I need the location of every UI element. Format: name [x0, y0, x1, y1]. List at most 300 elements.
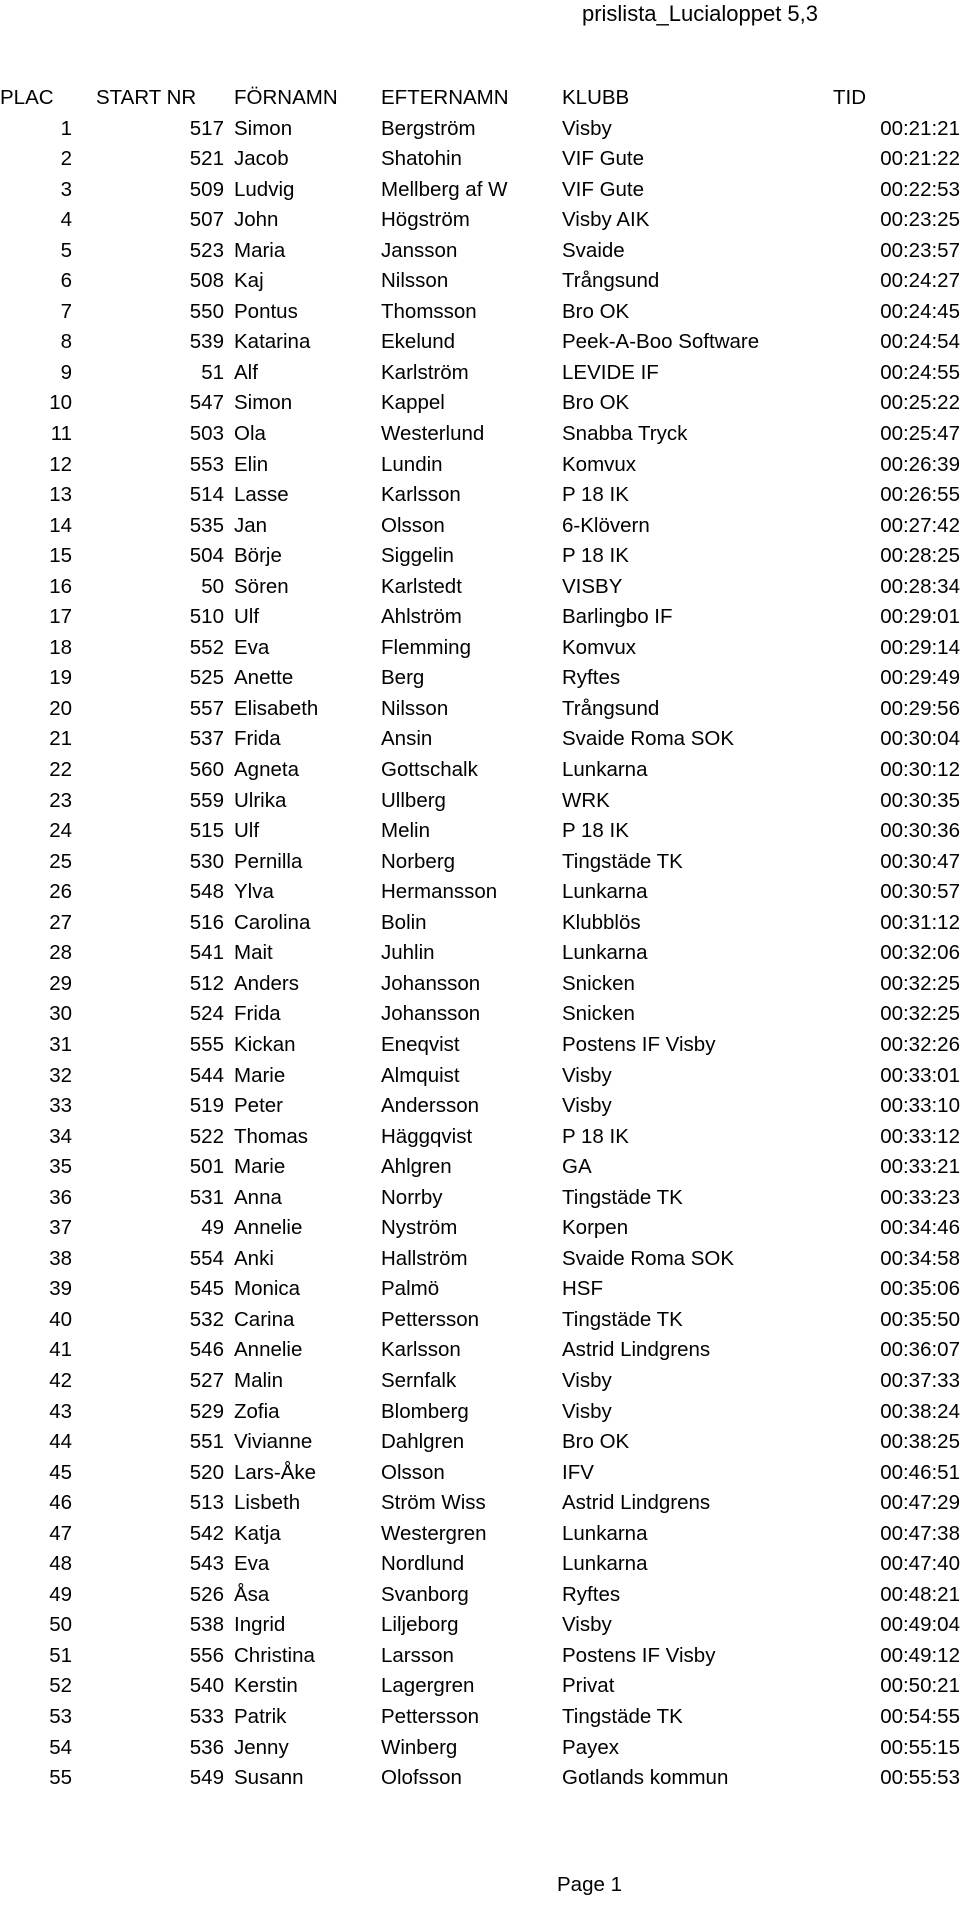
- cell-tid: 00:37:33: [880, 1368, 960, 1392]
- table-row: [0, 663, 960, 694]
- cell-efternamn: Pettersson: [381, 1704, 479, 1728]
- cell-plac: 23: [49, 788, 72, 812]
- cell-klubb: Snicken: [562, 971, 635, 995]
- cell-efternamn: Olofsson: [381, 1766, 462, 1790]
- cell-klubb: Korpen: [562, 1216, 629, 1240]
- cell-plac: 12: [49, 452, 72, 476]
- page-number: Page 1: [557, 1873, 622, 1896]
- table-row: [0, 1549, 960, 1580]
- cell-plac: 37: [49, 1216, 72, 1240]
- table-row: [0, 1488, 960, 1519]
- cell-tid: 00:34:46: [880, 1216, 960, 1240]
- cell-efternamn: Norberg: [381, 849, 456, 873]
- cell-efternamn: Ström Wiss: [381, 1491, 486, 1515]
- table-row: [0, 1061, 960, 1092]
- cell-klubb: Postens IF Visby: [562, 1643, 716, 1667]
- cell-efternamn: Andersson: [381, 1094, 480, 1118]
- cell-plac: 48: [49, 1552, 72, 1576]
- cell-klubb: LEVIDE IF: [562, 360, 659, 384]
- cell-start-nr: 550: [189, 299, 224, 323]
- cell-fornamn: Ulf: [234, 605, 260, 629]
- cell-efternamn: Berg: [381, 666, 425, 690]
- cell-plac: 21: [49, 727, 72, 751]
- cell-start-nr: 543: [189, 1552, 224, 1576]
- cell-plac: 53: [49, 1704, 72, 1728]
- cell-start-nr: 549: [189, 1766, 224, 1790]
- cell-efternamn: Kappel: [381, 391, 445, 415]
- cell-klubb: VISBY: [562, 574, 623, 598]
- cell-klubb: Lunkarna: [562, 941, 648, 965]
- cell-klubb: GA: [562, 1155, 592, 1179]
- cell-fornamn: Katja: [234, 1521, 281, 1545]
- cell-efternamn: Häggqvist: [381, 1124, 473, 1148]
- cell-plac: 42: [49, 1368, 72, 1392]
- cell-tid: 00:24:55: [880, 360, 960, 384]
- cell-plac: 33: [49, 1094, 72, 1118]
- cell-plac: 44: [49, 1430, 72, 1454]
- cell-start-nr: 535: [189, 513, 224, 537]
- cell-tid: 00:54:55: [880, 1704, 960, 1728]
- cell-start-nr: 526: [189, 1582, 224, 1606]
- cell-start-nr: 540: [189, 1674, 224, 1698]
- table-row: [0, 694, 960, 725]
- cell-efternamn: Hallström: [381, 1246, 468, 1270]
- cell-efternamn: Lundin: [381, 452, 443, 476]
- cell-start-nr: 557: [189, 696, 224, 720]
- cell-plac: 24: [49, 819, 72, 843]
- cell-klubb: Ryftes: [562, 1582, 621, 1606]
- cell-fornamn: Monica: [234, 1277, 301, 1301]
- cell-fornamn: Eva: [234, 635, 270, 659]
- cell-tid: 00:28:25: [880, 544, 960, 568]
- cell-plac: 52: [49, 1674, 72, 1698]
- cell-fornamn: Ola: [234, 422, 266, 446]
- cell-plac: 1: [60, 116, 72, 140]
- cell-tid: 00:25:47: [880, 422, 960, 446]
- table-row: [0, 541, 960, 572]
- table-row: [0, 1397, 960, 1428]
- cell-klubb: IFV: [562, 1460, 594, 1484]
- cell-start-nr: 503: [189, 422, 224, 446]
- cell-efternamn: Almquist: [381, 1063, 460, 1087]
- cell-efternamn: Eneqvist: [381, 1032, 460, 1056]
- table-header-row: [0, 83, 960, 114]
- cell-klubb: Visby AIK: [562, 208, 650, 232]
- cell-klubb: Astrid Lindgrens: [562, 1491, 711, 1515]
- cell-fornamn: Pernilla: [234, 849, 303, 873]
- cell-start-nr: 554: [189, 1246, 224, 1270]
- table-row: [0, 1641, 960, 1672]
- table-row: [0, 786, 960, 817]
- cell-fornamn: Ludvig: [234, 177, 295, 201]
- cell-start-nr: 537: [189, 727, 224, 751]
- cell-tid: 00:31:12: [880, 910, 960, 934]
- cell-klubb: Postens IF Visby: [562, 1032, 716, 1056]
- table-row: [0, 877, 960, 908]
- cell-tid: 00:30:57: [880, 880, 960, 904]
- cell-start-nr: 536: [189, 1735, 224, 1759]
- cell-plac: 43: [49, 1399, 72, 1423]
- cell-start-nr: 501: [189, 1155, 224, 1179]
- cell-tid: 00:24:27: [880, 269, 960, 293]
- cell-fornamn: Eva: [234, 1552, 270, 1576]
- cell-efternamn: Mellberg af W: [381, 177, 508, 201]
- document-title: prislista_Lucialoppet 5,3: [581, 1, 819, 26]
- cell-plac: 3: [60, 177, 72, 201]
- cell-efternamn: Juhlin: [381, 941, 435, 965]
- table-row: [0, 1213, 960, 1244]
- cell-tid: 00:24:45: [880, 299, 960, 323]
- cell-klubb: Svaide: [562, 238, 625, 262]
- cell-efternamn: Norrby: [381, 1185, 443, 1209]
- cell-tid: 00:32:25: [880, 1002, 960, 1026]
- cell-tid: 00:36:07: [880, 1338, 960, 1362]
- header-tid: TID: [833, 86, 867, 109]
- table-row: [0, 1183, 960, 1214]
- cell-fornamn: Mait: [234, 941, 273, 965]
- cell-plac: 40: [49, 1307, 72, 1331]
- table-row: [0, 1763, 960, 1794]
- cell-fornamn: Ylva: [234, 880, 274, 904]
- cell-plac: 7: [60, 299, 72, 323]
- cell-start-nr: 520: [189, 1460, 224, 1484]
- cell-efternamn: Karlsson: [381, 1338, 461, 1362]
- cell-klubb: Trångsund: [562, 696, 660, 720]
- cell-fornamn: Lisbeth: [234, 1491, 301, 1515]
- cell-efternamn: Westerlund: [381, 422, 485, 446]
- cell-fornamn: Agneta: [234, 758, 299, 782]
- cell-plac: 45: [49, 1460, 72, 1484]
- cell-efternamn: Liljeborg: [381, 1613, 459, 1637]
- cell-efternamn: Johansson: [381, 971, 481, 995]
- cell-start-nr: 510: [189, 605, 224, 629]
- cell-klubb: P 18 IK: [562, 483, 629, 507]
- cell-plac: 36: [49, 1185, 72, 1209]
- cell-fornamn: Thomas: [234, 1124, 309, 1148]
- cell-tid: 00:49:12: [880, 1643, 960, 1667]
- cell-tid: 00:27:42: [880, 513, 960, 537]
- cell-plac: 14: [49, 513, 72, 537]
- cell-tid: 00:23:25: [880, 208, 960, 232]
- cell-plac: 26: [49, 880, 72, 904]
- cell-plac: 31: [49, 1032, 72, 1056]
- cell-tid: 00:33:12: [880, 1124, 960, 1148]
- cell-klubb: Svaide Roma SOK: [562, 1246, 735, 1270]
- cell-fornamn: Annelie: [234, 1338, 303, 1362]
- cell-start-nr: 523: [189, 238, 224, 262]
- cell-efternamn: Melin: [381, 819, 430, 843]
- cell-fornamn: Anna: [234, 1185, 282, 1209]
- cell-fornamn: Katarina: [234, 330, 311, 354]
- cell-start-nr: 51: [201, 360, 224, 384]
- cell-efternamn: Thomsson: [381, 299, 477, 323]
- cell-plac: 5: [60, 238, 72, 262]
- cell-klubb: Barlingbo IF: [562, 605, 673, 629]
- table-row: [0, 1733, 960, 1764]
- cell-tid: 00:48:21: [880, 1582, 960, 1606]
- cell-start-nr: 515: [189, 819, 224, 843]
- table-row: [0, 1519, 960, 1550]
- cell-fornamn: Börje: [234, 544, 282, 568]
- cell-start-nr: 559: [189, 788, 224, 812]
- cell-fornamn: Frida: [234, 1002, 281, 1026]
- table-row: [0, 1274, 960, 1305]
- cell-klubb: Tingstäde TK: [562, 1704, 683, 1728]
- cell-start-nr: 522: [189, 1124, 224, 1148]
- cell-efternamn: Flemming: [381, 635, 471, 659]
- cell-efternamn: Jansson: [381, 238, 458, 262]
- cell-start-nr: 509: [189, 177, 224, 201]
- cell-klubb: Peek-A-Boo Software: [562, 330, 760, 354]
- cell-start-nr: 532: [189, 1307, 224, 1331]
- cell-fornamn: Maria: [234, 238, 286, 262]
- cell-efternamn: Svanborg: [381, 1582, 469, 1606]
- table-row: [0, 602, 960, 633]
- header-plac: PLAC: [0, 86, 54, 109]
- cell-fornamn: Ingrid: [234, 1613, 286, 1637]
- table-row: [0, 1091, 960, 1122]
- cell-start-nr: 504: [189, 544, 224, 568]
- cell-tid: 00:30:36: [880, 819, 960, 843]
- table-row: [0, 511, 960, 542]
- cell-fornamn: Elin: [234, 452, 269, 476]
- table-row: [0, 1366, 960, 1397]
- cell-klubb: Ryftes: [562, 666, 621, 690]
- cell-efternamn: Larsson: [381, 1643, 454, 1667]
- cell-plac: 22: [49, 758, 72, 782]
- cell-start-nr: 553: [189, 452, 224, 476]
- cell-plac: 32: [49, 1063, 72, 1087]
- cell-efternamn: Johansson: [381, 1002, 481, 1026]
- cell-fornamn: Christina: [234, 1643, 315, 1667]
- cell-plac: 4: [60, 208, 72, 232]
- cell-plac: 50: [49, 1613, 72, 1637]
- cell-klubb: Bro OK: [562, 391, 630, 415]
- cell-efternamn: Bergström: [381, 116, 476, 140]
- cell-tid: 00:21:21: [880, 116, 960, 140]
- table-row: [0, 297, 960, 328]
- table-row: [0, 205, 960, 236]
- table-row: [0, 847, 960, 878]
- cell-tid: 00:26:55: [880, 483, 960, 507]
- cell-plac: 39: [49, 1277, 72, 1301]
- cell-efternamn: Nilsson: [381, 269, 449, 293]
- cell-tid: 00:25:22: [880, 391, 960, 415]
- cell-start-nr: 513: [189, 1491, 224, 1515]
- cell-efternamn: Westergren: [381, 1521, 487, 1545]
- table-row: [0, 938, 960, 969]
- cell-tid: 00:29:56: [880, 696, 960, 720]
- cell-plac: 6: [60, 269, 72, 293]
- cell-plac: 15: [49, 544, 72, 568]
- cell-tid: 00:47:38: [880, 1521, 960, 1545]
- cell-tid: 00:47:29: [880, 1491, 960, 1515]
- cell-start-nr: 545: [189, 1277, 224, 1301]
- cell-tid: 00:50:21: [880, 1674, 960, 1698]
- cell-start-nr: 519: [189, 1094, 224, 1118]
- cell-plac: 29: [49, 971, 72, 995]
- cell-klubb: Lunkarna: [562, 1521, 648, 1545]
- cell-plac: 35: [49, 1155, 72, 1179]
- cell-plac: 51: [49, 1643, 72, 1667]
- table-row: [0, 1458, 960, 1489]
- cell-klubb: Snicken: [562, 1002, 635, 1026]
- cell-efternamn: Sernfalk: [381, 1368, 457, 1392]
- cell-tid: 00:21:22: [880, 147, 960, 171]
- cell-fornamn: Carolina: [234, 910, 311, 934]
- cell-plac: 34: [49, 1124, 72, 1148]
- cell-plac: 41: [49, 1338, 72, 1362]
- cell-fornamn: Vivianne: [234, 1430, 313, 1454]
- cell-klubb: 6-Klövern: [562, 513, 650, 537]
- table-row: [0, 175, 960, 206]
- cell-fornamn: Annelie: [234, 1216, 303, 1240]
- cell-plac: 18: [49, 635, 72, 659]
- cell-start-nr: 516: [189, 910, 224, 934]
- cell-fornamn: Zofia: [234, 1399, 280, 1423]
- cell-start-nr: 527: [189, 1368, 224, 1392]
- cell-efternamn: Karlsson: [381, 483, 461, 507]
- cell-tid: 00:33:23: [880, 1185, 960, 1209]
- cell-start-nr: 542: [189, 1521, 224, 1545]
- cell-plac: 54: [49, 1735, 72, 1759]
- cell-plac: 49: [49, 1582, 72, 1606]
- cell-klubb: P 18 IK: [562, 544, 629, 568]
- cell-efternamn: Bolin: [381, 910, 427, 934]
- cell-start-nr: 544: [189, 1063, 224, 1087]
- cell-tid: 00:26:39: [880, 452, 960, 476]
- cell-klubb: Tingstäde TK: [562, 1307, 683, 1331]
- cell-efternamn: Shatohin: [381, 147, 462, 171]
- cell-klubb: Visby: [562, 1063, 612, 1087]
- table-row: [0, 327, 960, 358]
- cell-start-nr: 538: [189, 1613, 224, 1637]
- cell-efternamn: Ahlström: [381, 605, 462, 629]
- cell-fornamn: Åsa: [234, 1582, 270, 1606]
- cell-tid: 00:35:06: [880, 1277, 960, 1301]
- cell-plac: 25: [49, 849, 72, 873]
- cell-start-nr: 547: [189, 391, 224, 415]
- cell-efternamn: Lagergren: [381, 1674, 475, 1698]
- cell-klubb: Visby: [562, 116, 612, 140]
- cell-fornamn: Ulf: [234, 819, 260, 843]
- cell-klubb: Tingstäde TK: [562, 849, 683, 873]
- cell-klubb: Visby: [562, 1368, 612, 1392]
- cell-start-nr: 525: [189, 666, 224, 690]
- cell-efternamn: Pettersson: [381, 1307, 479, 1331]
- cell-fornamn: Anki: [234, 1246, 274, 1270]
- cell-efternamn: Karlstedt: [381, 574, 462, 598]
- table-row: [0, 1671, 960, 1702]
- cell-klubb: P 18 IK: [562, 819, 629, 843]
- cell-tid: 00:30:12: [880, 758, 960, 782]
- cell-start-nr: 49: [201, 1216, 224, 1240]
- cell-plac: 30: [49, 1002, 72, 1026]
- cell-fornamn: Marie: [234, 1155, 286, 1179]
- table-row: [0, 724, 960, 755]
- cell-klubb: Tingstäde TK: [562, 1185, 683, 1209]
- table-row: [0, 1030, 960, 1061]
- cell-tid: 00:33:21: [880, 1155, 960, 1179]
- cell-tid: 00:29:49: [880, 666, 960, 690]
- cell-plac: 11: [50, 422, 72, 446]
- header-fornamn: FÖRNAMN: [234, 86, 338, 109]
- cell-klubb: Astrid Lindgrens: [562, 1338, 711, 1362]
- cell-klubb: P 18 IK: [562, 1124, 629, 1148]
- cell-klubb: Komvux: [562, 635, 637, 659]
- header-efternamn: EFTERNAMN: [381, 86, 509, 109]
- cell-start-nr: 555: [189, 1032, 224, 1056]
- cell-efternamn: Palmö: [381, 1277, 440, 1301]
- cell-klubb: Payex: [562, 1735, 619, 1759]
- cell-klubb: Klubblös: [562, 910, 641, 934]
- cell-efternamn: Gottschalk: [381, 758, 478, 782]
- cell-klubb: Lunkarna: [562, 1552, 648, 1576]
- cell-plac: 27: [49, 910, 72, 934]
- cell-plac: 47: [49, 1521, 72, 1545]
- header-klubb: KLUBB: [562, 86, 630, 109]
- cell-start-nr: 530: [189, 849, 224, 873]
- cell-tid: 00:30:47: [880, 849, 960, 873]
- cell-fornamn: Lars-Åke: [234, 1460, 317, 1484]
- table-row: [0, 236, 960, 267]
- cell-start-nr: 517: [189, 116, 224, 140]
- cell-fornamn: Carina: [234, 1307, 295, 1331]
- table-row: [0, 816, 960, 847]
- cell-start-nr: 514: [189, 483, 224, 507]
- cell-start-nr: 539: [189, 330, 224, 354]
- cell-tid: 00:55:53: [880, 1766, 960, 1790]
- table-row: [0, 114, 960, 145]
- cell-start-nr: 560: [189, 758, 224, 782]
- cell-tid: 00:46:51: [880, 1460, 960, 1484]
- cell-fornamn: Sören: [234, 574, 289, 598]
- cell-fornamn: Elisabeth: [234, 696, 319, 720]
- table-row: [0, 999, 960, 1030]
- cell-fornamn: Ulrika: [234, 788, 287, 812]
- cell-tid: 00:29:14: [880, 635, 960, 659]
- cell-klubb: Bro OK: [562, 299, 630, 323]
- cell-klubb: Lunkarna: [562, 758, 648, 782]
- cell-start-nr: 521: [189, 147, 224, 171]
- cell-fornamn: Frida: [234, 727, 281, 751]
- cell-tid: 00:23:57: [880, 238, 960, 262]
- cell-start-nr: 546: [189, 1338, 224, 1362]
- table-row: [0, 1610, 960, 1641]
- cell-efternamn: Högström: [381, 208, 470, 232]
- cell-tid: 00:33:10: [880, 1094, 960, 1118]
- cell-fornamn: Pontus: [234, 299, 298, 323]
- cell-plac: 13: [49, 483, 72, 507]
- cell-tid: 00:38:24: [880, 1399, 960, 1423]
- cell-klubb: Lunkarna: [562, 880, 648, 904]
- table-row: [0, 572, 960, 603]
- cell-start-nr: 50: [201, 574, 224, 598]
- cell-klubb: Privat: [562, 1674, 615, 1698]
- cell-fornamn: Jan: [234, 513, 268, 537]
- cell-klubb: Trångsund: [562, 269, 660, 293]
- cell-efternamn: Nyström: [381, 1216, 458, 1240]
- cell-tid: 00:30:04: [880, 727, 960, 751]
- cell-klubb: Visby: [562, 1613, 612, 1637]
- cell-fornamn: Jenny: [234, 1735, 289, 1759]
- cell-start-nr: 507: [189, 208, 224, 232]
- cell-klubb: WRK: [562, 788, 610, 812]
- cell-efternamn: Olsson: [381, 1460, 445, 1484]
- table-row: [0, 908, 960, 939]
- cell-fornamn: Susann: [234, 1766, 304, 1790]
- table-row: [0, 1305, 960, 1336]
